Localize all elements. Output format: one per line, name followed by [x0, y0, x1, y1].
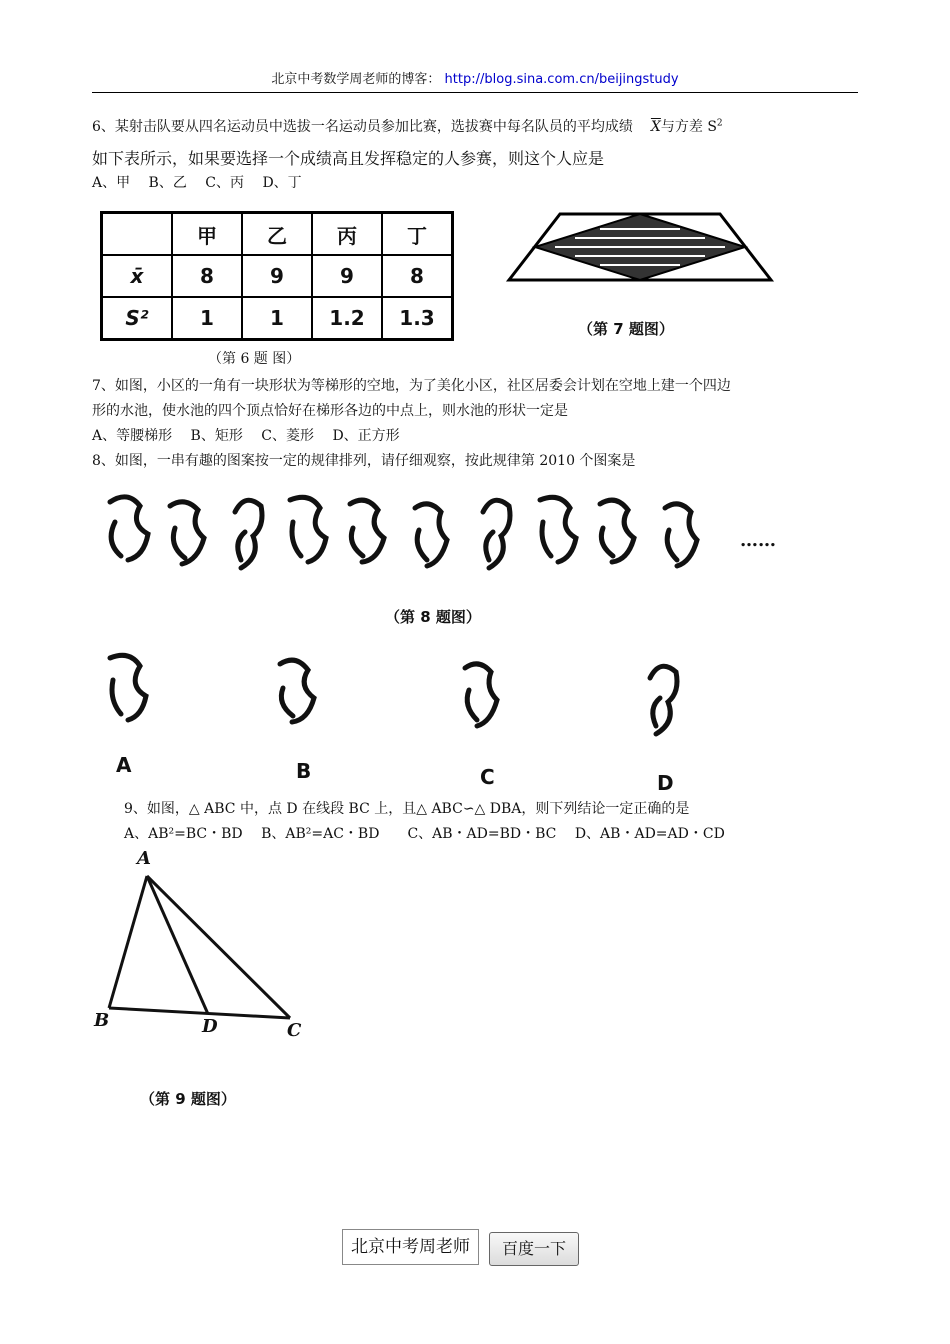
table-cell: 乙: [242, 213, 312, 256]
q7-line2: 形的水池，使水池的四个顶点恰好在梯形各边的中点上，则水池的形状一定是: [92, 403, 568, 419]
table-cell: 1.2: [312, 297, 382, 340]
header-label: 北京中考数学周老师的博客：: [271, 72, 441, 87]
q7-trapezoid-figure: [505, 208, 775, 284]
q8-answer-figures: [95, 648, 715, 758]
x-bar-symbol: $\overline{X}$: [650, 119, 661, 135]
table-cell: 9: [242, 255, 312, 297]
choice-c-figure: [465, 664, 497, 726]
table-cell: 8: [382, 255, 453, 297]
table-row: [102, 213, 453, 256]
table-row: [102, 297, 453, 340]
vertex-b-label: B: [94, 1010, 110, 1031]
choice-b-label: B: [296, 759, 312, 783]
q6-line2: 如下表所示，如果要选择一个成绩高且发挥稳定的人参赛，则这个人应是: [92, 149, 605, 168]
choice-a-label: A: [116, 753, 132, 777]
q7-options: A、等腰梯形 B、矩形 C、菱形 D、正方形: [92, 428, 400, 444]
table-cell: 1: [172, 297, 242, 340]
q6-caption: （第 6 题 图）: [208, 351, 301, 367]
q8-ellipsis: ……: [740, 530, 776, 551]
q9-triangle-figure: [95, 850, 315, 1030]
table-cell: 1: [242, 297, 312, 340]
blog-link[interactable]: http://blog.sina.com.cn/beijingstudy: [444, 72, 679, 87]
table-cell: [102, 213, 173, 256]
table-cell: x̄: [102, 255, 173, 297]
q6-stats-table: [100, 211, 454, 341]
table-cell: 8: [172, 255, 242, 297]
q8-pattern-sequence: [95, 482, 735, 572]
q7-caption: （第 7 题图）: [578, 320, 674, 338]
q8-line1: 8、如图，一串有趣的图案按一定的规律排列，请仔细观察，按此规律第 2010 个图案是: [92, 453, 636, 469]
q9-options: A、AB²=BC・BD B、AB²=AC・BD C、AB・AD=BD・BC D、AB・AD=AD・CD: [124, 826, 725, 842]
table-row: [102, 255, 453, 297]
q7-line1: 7、如图，小区的一角有一块形状为等梯形的空地，为了美化小区，社区居委会计划在空地上建一个四边: [92, 378, 731, 394]
choice-a-figure: [110, 655, 146, 720]
choice-d-label: D: [657, 771, 674, 795]
vertex-d-label: D: [202, 1016, 218, 1037]
choice-d-figure: [650, 666, 677, 734]
search-input[interactable]: 北京中考周老师: [342, 1229, 479, 1265]
q6-options: A、甲 B、乙 C、丙 D、丁: [92, 175, 302, 191]
table-cell: 丁: [382, 213, 453, 256]
q6-line1: 6、某射击队要从四名运动员中选拔一名运动员参加比赛，选拔赛中每名队员的平均成绩 $\overline{X}$与方差 $S^2$: [92, 118, 723, 135]
choice-c-label: C: [480, 765, 495, 789]
vertex-a-label: A: [137, 848, 151, 869]
vertex-c-label: C: [287, 1020, 302, 1041]
choice-b-figure: [280, 660, 314, 722]
q8-caption: （第 8 题图）: [385, 608, 481, 626]
table-cell: 甲: [172, 213, 242, 256]
q9-line1: 9、如图，△ ABC 中，点 D 在线段 BC 上，且△ ABC∽△ DBA，则下列结论一定正确的是: [124, 801, 690, 817]
page-header: [92, 68, 858, 93]
search-bar: [342, 1229, 579, 1266]
table-cell: 9: [312, 255, 382, 297]
table-cell: 1.3: [382, 297, 453, 340]
table-cell: 丙: [312, 213, 382, 256]
baidu-search-button[interactable]: 百度一下: [489, 1232, 579, 1266]
q9-caption: （第 9 题图）: [140, 1090, 236, 1108]
table-cell: S²: [102, 297, 173, 340]
